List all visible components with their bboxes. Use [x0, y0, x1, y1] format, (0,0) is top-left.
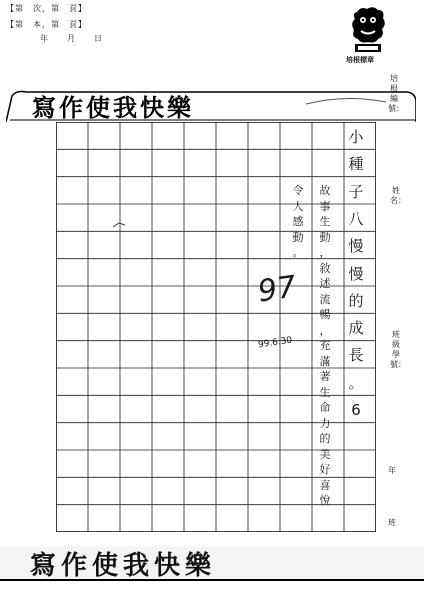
score: 97: [255, 269, 299, 310]
comment-char: 事: [319, 199, 331, 213]
comment-char: 。: [292, 246, 304, 259]
comment-char: 好: [319, 463, 331, 476]
school-id-label: 培根編號：: [388, 74, 404, 113]
comment-char: 的: [319, 432, 331, 445]
header-date: 年 月 日: [40, 34, 103, 43]
footer-slogan: 寫作使我快樂: [30, 551, 217, 581]
comment-char: 敘: [319, 261, 331, 275]
comment-char: 暢: [319, 308, 331, 321]
comment-char: 力: [319, 416, 331, 430]
essay-title-char: 八: [348, 209, 364, 228]
badge-label: 培根標章: [346, 56, 374, 64]
pencil-mark-icon: [112, 221, 126, 229]
comment-char: 喜: [319, 478, 331, 492]
comment-char: ，: [319, 246, 331, 259]
essay-title-char: 6: [351, 401, 361, 419]
comment-char: 故: [319, 184, 331, 197]
grading-date: 99.6.30: [257, 335, 293, 351]
essay-title-char: 慢: [348, 237, 364, 256]
comment-char: ，: [319, 323, 331, 337]
essay-title-char: 小: [348, 128, 364, 146]
essay-title-char: 慢: [348, 264, 364, 283]
class-number-label: 班級學號：: [390, 330, 406, 369]
essay-title-char: 長: [348, 346, 364, 365]
class-label: 班: [388, 518, 396, 527]
comment-char: 充: [319, 339, 331, 352]
page-title: 寫作使我快樂: [32, 93, 194, 122]
comment-char: 動: [292, 230, 304, 244]
essay-title-char: 種: [348, 155, 364, 174]
essay-title-char: 成: [348, 319, 364, 338]
essay-title-char: 子: [348, 182, 364, 201]
comment-char: 生: [319, 215, 331, 228]
comment-char: 人: [292, 199, 304, 213]
comment-char: 美: [319, 447, 331, 461]
comment-char: 動: [319, 230, 331, 244]
name-label: 姓名：: [390, 186, 406, 205]
comment-char: 命: [319, 401, 331, 414]
comment-char: 滿: [319, 354, 331, 368]
header-line-2: 【第 本，第 頁】: [6, 20, 87, 29]
essay-title-char: 。: [348, 373, 364, 392]
grade-label: 年: [388, 466, 396, 475]
header-line-1: 【第 次，第 頁】: [6, 4, 87, 13]
comment-char: 令: [292, 184, 304, 197]
comment-char: 生: [319, 385, 331, 399]
comment-char: 悅: [319, 494, 331, 507]
comment-char: 感: [292, 215, 304, 228]
comment-char: 述: [319, 277, 331, 290]
essay-title-char: 的: [348, 291, 364, 310]
comment-char: 著: [319, 370, 331, 383]
comment-char: 流: [319, 292, 331, 306]
